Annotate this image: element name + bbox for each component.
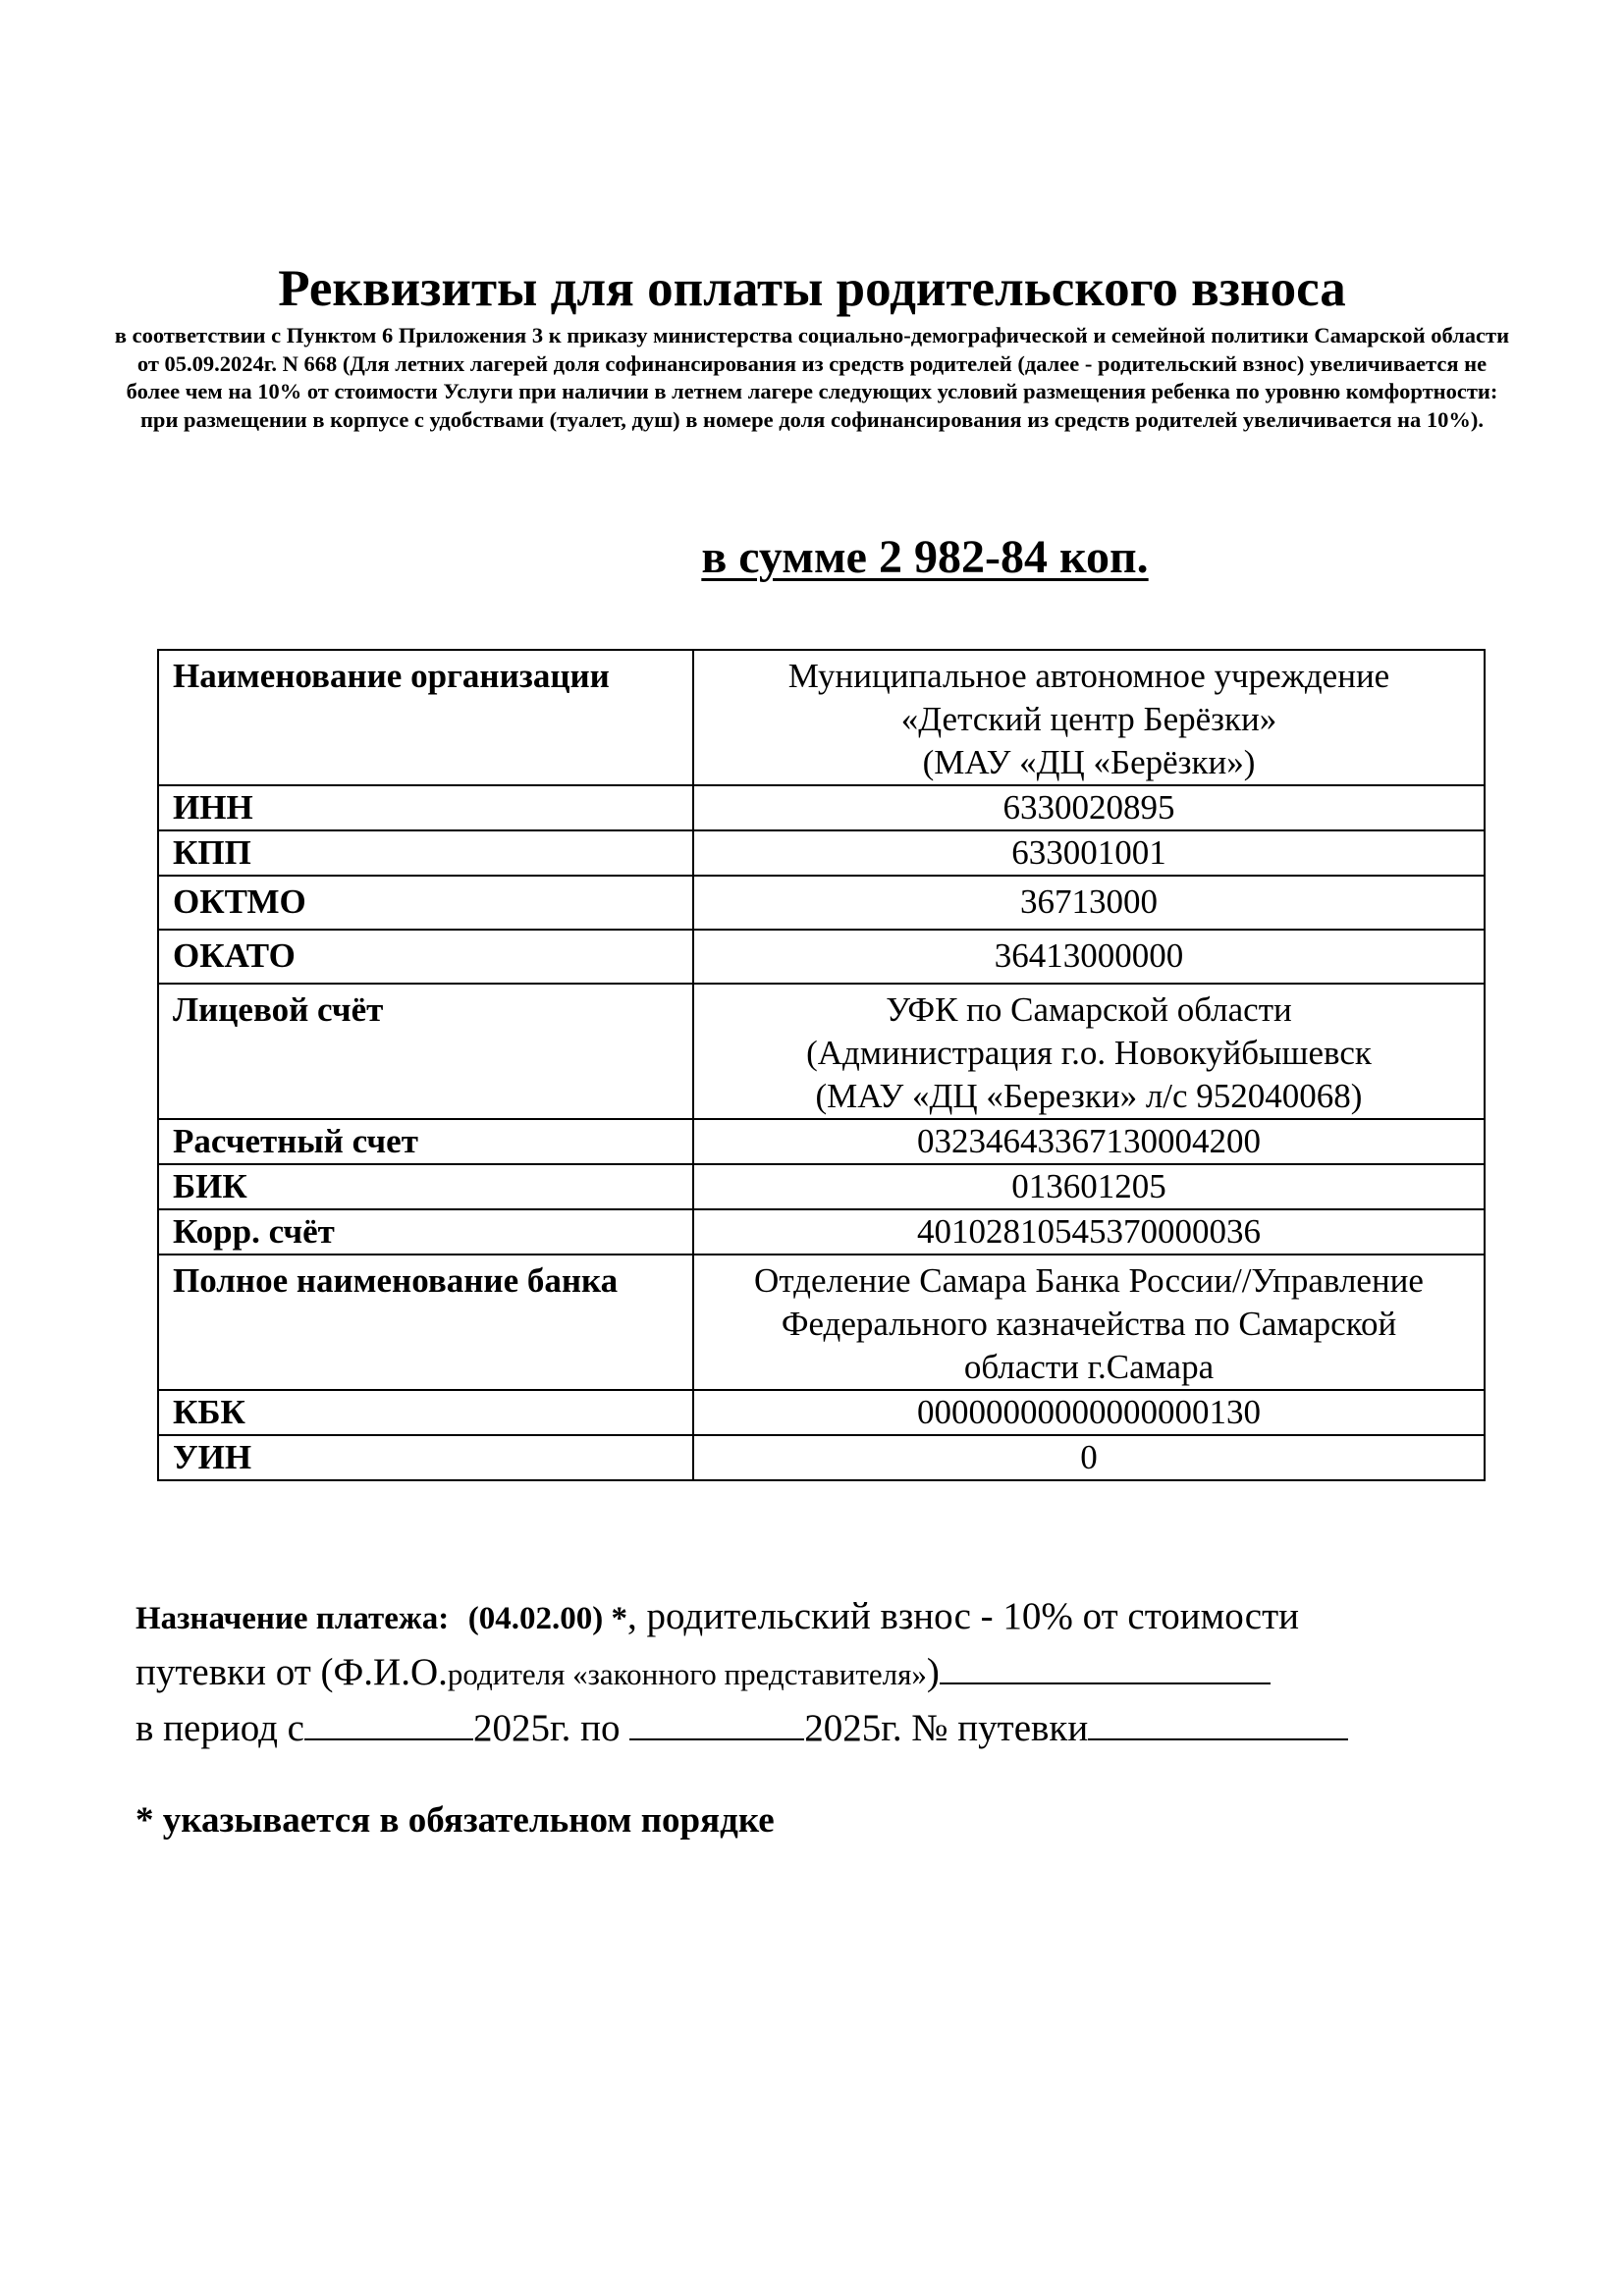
table-row <box>158 650 1485 785</box>
payment-text-2: путевки от (Ф.И.О. <box>135 1651 448 1693</box>
row-value: 013601205 <box>693 1164 1485 1209</box>
mandatory-note: * указывается в обязательном порядке <box>135 1800 775 1841</box>
value-line: Федерального казначейства по Самарской <box>781 1305 1397 1343</box>
row-value <box>693 650 1485 785</box>
period-start-blank <box>304 1701 473 1740</box>
row-label: Наименование организации <box>158 650 693 785</box>
value-line: области г.Самара <box>963 1348 1215 1386</box>
row-value: 6330020895 <box>693 785 1485 830</box>
payment-code: (04.02.00) * <box>467 1601 627 1636</box>
payment-purpose <box>135 1590 1530 1755</box>
row-label: Полное наименование банка <box>158 1255 693 1390</box>
value-line: УФК по Самарской области <box>886 990 1292 1029</box>
payment-line-2 <box>135 1645 1530 1701</box>
table-row <box>158 930 1485 984</box>
payment-text-1: , родительский взнос - 10% от стоимости <box>627 1595 1300 1637</box>
period-end-blank <box>629 1701 804 1740</box>
row-value: 0 <box>693 1435 1485 1480</box>
table-row <box>158 1164 1485 1209</box>
payment-text-3a: в период с <box>135 1707 304 1749</box>
table-row <box>158 1390 1485 1435</box>
payment-text-2-small: родителя «законного представителя» <box>447 1657 927 1691</box>
row-value: 00000000000000000130 <box>693 1390 1485 1435</box>
table-row <box>158 984 1485 1119</box>
row-label: ИНН <box>158 785 693 830</box>
row-label: КБК <box>158 1390 693 1435</box>
value-line: (МАУ «ДЦ «Березки» л/с 952040068) <box>815 1077 1363 1115</box>
table-row <box>158 1119 1485 1164</box>
payment-label: Назначение платежа: <box>135 1601 450 1636</box>
payment-amount <box>0 530 1624 584</box>
payment-text-3b: 2025г. по <box>473 1707 621 1749</box>
preamble-text: в соответствии с Пунктом 6 Приложения 3 к приказу министерства социально-демографической и семейной политики Самарской области от 05.09.2024г. N 668 (Для летних лагерей доля софинансирования из средств родителей (далее - родительский взнос) увеличивается не более чем на 10% от стоимости Услуги при наличии в летнем лагере следующих условий размещения ребенка по уровню комфортности: при размещении в корпусе с удобствами (туалет, душ) в номере доля софинансирования из средств родителей увеличивается на 10%). <box>114 323 1510 432</box>
row-value: 03234643367130004200 <box>693 1119 1485 1164</box>
value-line: (МАУ «ДЦ «Берёзки») <box>922 743 1256 781</box>
value-line: (Администрация г.о. Новокуйбышевск <box>806 1034 1372 1072</box>
row-value: 40102810545370000036 <box>693 1209 1485 1255</box>
value-line: Муниципальное автономное учреждение <box>787 657 1390 695</box>
payment-line-3 <box>135 1701 1530 1755</box>
table-row <box>158 1255 1485 1390</box>
row-label: ОКТМО <box>158 876 693 930</box>
value-line: Отделение Самара Банка России//Управление <box>754 1261 1424 1300</box>
row-value <box>693 1255 1485 1390</box>
row-value: 36413000000 <box>693 930 1485 984</box>
row-label: Корр. счёт <box>158 1209 693 1255</box>
row-label: Расчетный счет <box>158 1119 693 1164</box>
row-label: ОКАТО <box>158 930 693 984</box>
row-value: 36713000 <box>693 876 1485 930</box>
table-row <box>158 876 1485 930</box>
requisites-table <box>157 649 1486 1481</box>
row-label: Лицевой счёт <box>158 984 693 1119</box>
row-value <box>693 984 1485 1119</box>
table-row <box>158 785 1485 830</box>
table-row <box>158 1435 1485 1480</box>
parent-name-blank <box>940 1645 1271 1684</box>
payment-amount-text: в сумме 2 982-84 коп. <box>701 531 1149 583</box>
voucher-number-blank <box>1088 1701 1348 1740</box>
value-line: «Детский центр Берёзки» <box>900 700 1277 738</box>
page-title: Реквизиты для оплаты родительского взноса <box>278 260 1346 317</box>
row-label: БИК <box>158 1164 693 1209</box>
table-row <box>158 1209 1485 1255</box>
payment-line-1 <box>135 1590 1530 1645</box>
row-label: КПП <box>158 830 693 876</box>
table-row <box>158 830 1485 876</box>
row-value: 633001001 <box>693 830 1485 876</box>
payment-text-3c: 2025г. № путевки <box>804 1707 1089 1749</box>
row-label: УИН <box>158 1435 693 1480</box>
payment-text-2-close: ) <box>926 1651 940 1693</box>
